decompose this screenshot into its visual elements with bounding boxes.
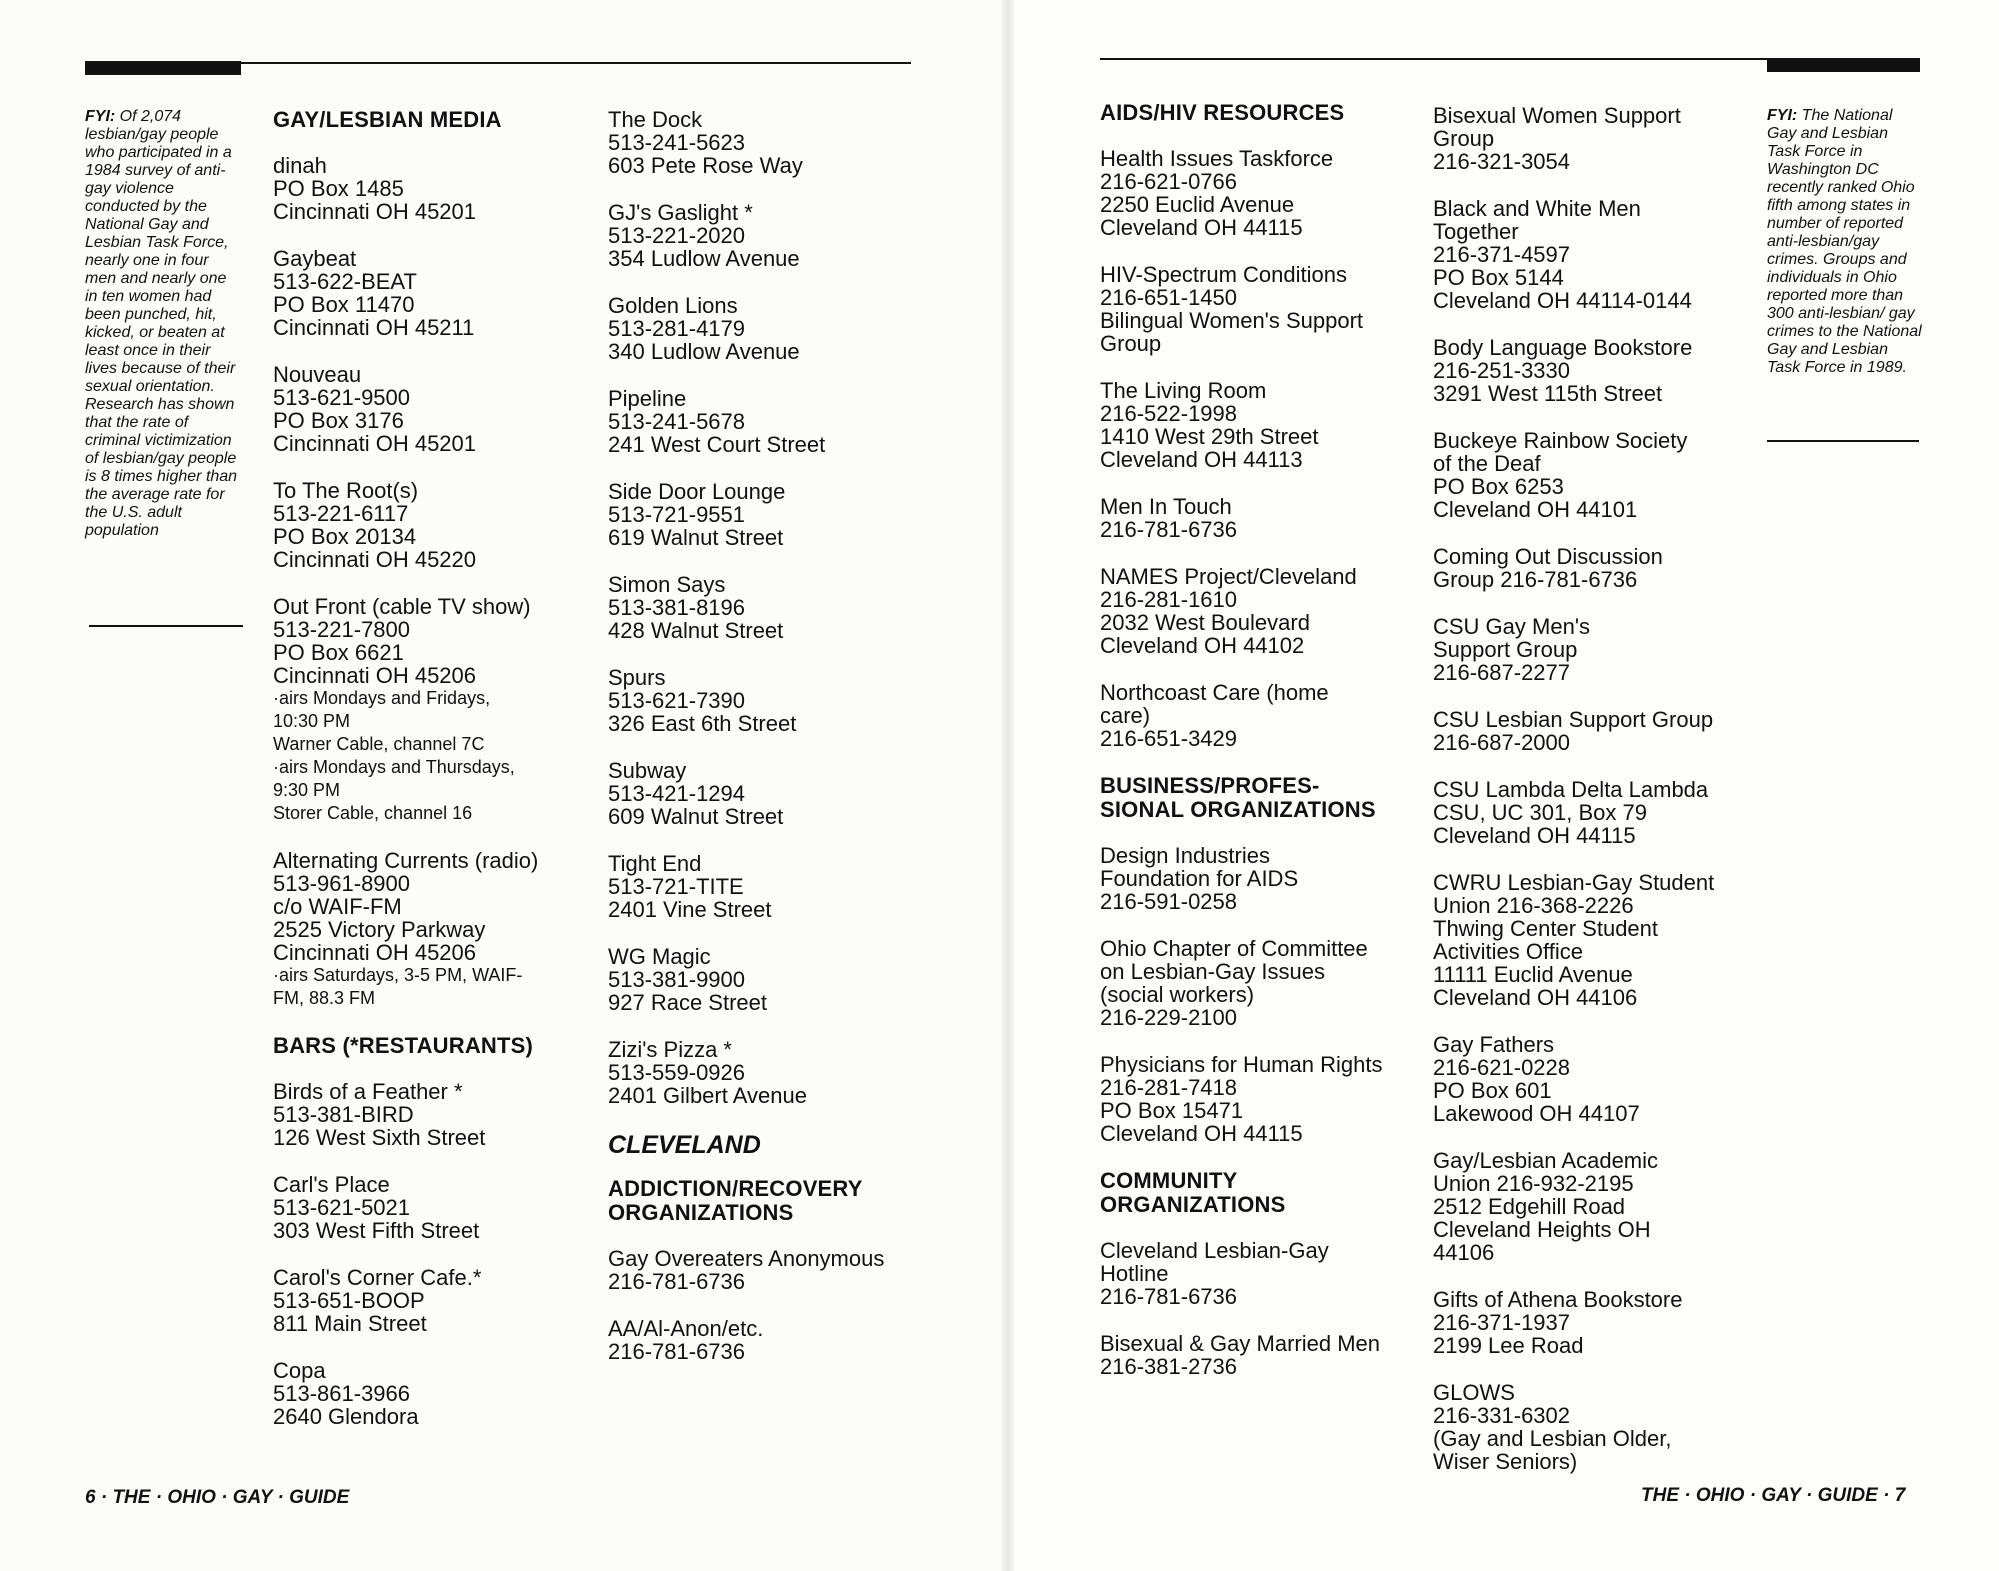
listing-line: 126 West Sixth Street [273,1125,486,1150]
listing-line: Design Industries [1100,843,1270,868]
right-fyi-sidebar [1767,107,1922,377]
listing-line: 216-687-2277 [1433,660,1571,685]
listing-line: of the Deaf [1433,451,1541,476]
listing-line: 513-241-5623 [608,130,746,155]
listing-line: 513-621-7390 [608,688,746,713]
listing-line: WG Magic [608,944,711,969]
book-spine [1002,0,1014,1571]
listing-line: 216-687-2000 [1433,730,1571,755]
listing-line: Golden Lions [608,293,738,318]
listing-line: CSU Lesbian Support Group [1433,707,1714,732]
listing-note: ·airs Mondays and Fridays, [273,688,491,708]
listing-line: 811 Main Street [273,1311,427,1336]
listing-entry [1433,778,1753,847]
listing-line: 216-651-3429 [1100,726,1238,751]
right-fyi-text: The National Gay and Lesbian Task Force in Washington DC recently ranked Ohio fifth among states in number of reported anti-lesbian/gay crimes. Groups and individuals in Ohio reported more than 300 anti-lesbian/ gay crimes to the National Gay and Lesbian Task Force in 1989. [1767,107,1922,376]
listing-note: ·airs Saturdays, 3-5 PM, WAIF- [273,965,523,985]
listing-entry [1433,871,1753,1009]
listing-line: 513-281-4179 [608,316,746,341]
listing-line: Carol's Corner Cafe.* [273,1265,482,1290]
listing-line: 216-321-3054 [1433,149,1571,174]
listing-line: 513-651-BOOP [273,1288,425,1313]
listing-line: Physicians for Human Rights [1100,1052,1383,1077]
listing-note: Warner Cable, channel 7C [273,734,485,754]
listing-line: Side Door Lounge [608,479,786,504]
listing-note: 10:30 PM [273,711,351,731]
listing-line: Union 216-368-2226 [1433,893,1634,918]
listing-entry [1100,263,1415,355]
right-top-thick-rule [1767,58,1920,72]
listing-entry [1433,104,1753,173]
listing-line: 216-781-6736 [608,1339,746,1364]
listing-entry [608,1038,928,1107]
listing-line: 513-721-9551 [608,502,746,527]
listing-line: 216-621-0766 [1100,169,1238,194]
listing-line: Cleveland OH 44101 [1433,497,1638,522]
listing-line: 609 Walnut Street [608,804,784,829]
listing-line: Cleveland OH 44114-0144 [1433,288,1692,313]
listing-line: 513-221-2020 [608,223,746,248]
listing-line: Zizi's Pizza * [608,1037,732,1062]
listing-line: Group [1433,126,1495,151]
listing-line: Tight End [608,851,702,876]
listing-entry [1433,545,1753,591]
listing-line: Men In Touch [1100,494,1232,519]
left-fyi-text: Of 2,074 lesbian/gay people who participated in a 1984 survey of anti-gay violence conducted by the National Gay and Lesbian Task Force, nearly one in four men and nearly one in ten women had been punched, hit, kicked, or beaten at least once in their lives because of their sexual orientation. Research has shown that the rate of criminal victimization of lesbian/gay people is 8 times higher than the average rate for the U.S. adult population [85,108,238,539]
listing-line: 2250 Euclid Avenue [1100,192,1295,217]
listing-line: PO Box 6621 [273,640,404,665]
listing-line: 2525 Victory Parkway [273,917,486,942]
listing-entry [608,480,928,549]
right-column-2 [1433,104,1753,1497]
listing-line: 603 Pete Rose Way [608,153,803,178]
listing-line: 2401 Gilbert Avenue [608,1083,807,1108]
listing-line: Birds of a Feather * [273,1079,463,1104]
listing-line: 216-781-6736 [1100,517,1238,542]
listing-line: Nouveau [273,362,362,387]
listing-line: PO Box 11470 [273,292,415,317]
listing-line: 216-781-6736 [1100,1284,1238,1309]
listing-entry [608,108,928,177]
listing-line: 216-781-6736 [608,1269,746,1294]
listing-entry [273,1173,583,1242]
listing-line: Cincinnati OH 45211 [273,315,475,340]
listing-line: 216-371-1937 [1433,1310,1571,1335]
listing-line: Lakewood OH 44107 [1433,1101,1640,1126]
listing-line: dinah [273,153,327,178]
listing-line: Coming Out Discussion [1433,544,1663,569]
listing-note: Storer Cable, channel 16 [273,803,473,823]
listing-line: 303 West Fifth Street [273,1218,480,1243]
listing-entry [1433,1288,1753,1357]
left-fyi-separator [89,625,243,627]
listing-entry [608,852,928,921]
listing-line: Activities Office [1433,939,1583,964]
listing-line: 216-591-0258 [1100,889,1238,914]
listing-line: CSU Lambda Delta Lambda [1433,777,1709,802]
listing-line: 513-621-5021 [273,1195,411,1220]
listing-line: 513-622-BEAT [273,269,417,294]
listing-line: Bisexual & Gay Married Men [1100,1331,1380,1356]
listing-entry [1100,147,1415,239]
listing-entry [608,1317,928,1363]
listing-line: Cleveland OH 44113 [1100,447,1303,472]
listing-line: Subway [608,758,687,783]
listing-line: 216-522-1998 [1100,401,1238,426]
listing-line: 428 Walnut Street [608,618,784,643]
listing-line: c/o WAIF-FM [273,894,402,919]
listing-line: 927 Race Street [608,990,767,1015]
listing-line: Cleveland OH 44102 [1100,633,1305,658]
listing-line: Bilingual Women's Support [1100,308,1364,333]
listing-line: To The Root(s) [273,478,419,503]
listing-line: 354 Ludlow Avenue [608,246,800,271]
listing-note: 9:30 PM [273,780,341,800]
listing-line: NAMES Project/Cleveland [1100,564,1357,589]
listing-entry [273,1266,583,1335]
listing-line: 2032 West Boulevard [1100,610,1310,635]
listing-line: Health Issues Taskforce [1100,146,1334,171]
listing-line: 216-651-1450 [1100,285,1238,310]
section-heading-business: BUSINESS/PROFES-SIONAL ORGANIZATIONS [1100,773,1376,822]
listing-entry [608,1247,928,1293]
listing-line: CWRU Lesbian-Gay Student [1433,870,1715,895]
listing-entry [608,945,928,1014]
listing-line: Group 216-781-6736 [1433,567,1638,592]
listing-line: Thwing Center Student [1433,916,1659,941]
listing-line: 216-381-2736 [1100,1354,1238,1379]
listing-line: Cincinnati OH 45206 [273,940,477,965]
listing-line: Buckeye Rainbow Society [1433,428,1688,453]
listing-entry [608,573,928,642]
listing-line: 241 West Court Street [608,432,826,457]
listing-entry [273,154,583,223]
listing-line: GJ's Gaslight * [608,200,753,225]
listing-line: Gay Fathers [1433,1032,1555,1057]
listing-line: 513-961-8900 [273,871,411,896]
listing-entry [1433,197,1753,312]
listing-entry [608,201,928,270]
listing-line: PO Box 1485 [273,176,404,201]
listing-line: Alternating Currents (radio) [273,848,539,873]
listing-line: Gay Overeaters Anonymous [608,1246,885,1271]
listing-line: PO Box 601 [1433,1078,1552,1103]
listing-entry [1100,1332,1415,1378]
listing-entry [273,849,583,1010]
listing-line: 216-281-7418 [1100,1075,1238,1100]
listing-line: Hotline [1100,1261,1169,1286]
listing-entry [1433,1033,1753,1125]
listing-line: Group [1100,331,1162,356]
listing-line: Cleveland Lesbian-Gay [1100,1238,1329,1263]
listing-entry [608,387,928,456]
listing-line: CSU Gay Men's [1433,614,1591,639]
listing-line: 513-221-6117 [273,501,409,526]
listing-line: 44106 [1433,1240,1495,1265]
listing-line: 216-281-1610 [1100,587,1238,612]
listing-line: 513-241-5678 [608,409,746,434]
left-top-rule [85,62,911,64]
listing-line: Simon Says [608,572,726,597]
listing-line: Bisexual Women Support [1433,103,1681,128]
listing-entry [1433,708,1753,754]
listing-line: Gay/Lesbian Academic [1433,1148,1659,1173]
listing-line: (social workers) [1100,982,1255,1007]
listing-line: 513-381-9900 [608,967,746,992]
listing-line: 513-421-1294 [608,781,746,806]
listing-entry [273,1080,583,1149]
listing-line: Northcoast Care (home [1100,680,1329,705]
city-heading-cleveland: CLEVELAND [608,1131,761,1159]
listing-line: Gifts of Athena Bookstore [1433,1287,1683,1312]
listing-line: Pipeline [608,386,687,411]
section-heading-media: GAY/LESBIAN MEDIA [273,107,502,132]
listing-line: 2512 Edgehill Road [1433,1194,1626,1219]
listing-line: Out Front (cable TV show) [273,594,531,619]
listing-line: 513-381-8196 [608,595,746,620]
listing-line: Cleveland OH 44115 [1100,215,1303,240]
left-fyi-sidebar [85,108,243,540]
listing-entry [608,666,928,735]
listing-line: PO Box 20134 [273,524,417,549]
listing-line: Cleveland OH 44115 [1433,823,1636,848]
section-heading-bars: BARS (*RESTAURANTS) [273,1033,534,1058]
listing-entry [1100,1053,1415,1145]
listing-line: Copa [273,1358,326,1383]
listing-line: 216-251-3330 [1433,358,1571,383]
listing-entry [1433,1149,1753,1264]
listing-line: Gaybeat [273,246,357,271]
listing-entry [273,479,583,571]
listing-note: FM, 88.3 FM [273,988,376,1008]
listing-line: care) [1100,703,1151,728]
left-fyi-label: FYI: [85,108,116,125]
listing-entry [1100,1239,1415,1308]
listing-line: 1410 West 29th Street [1100,424,1319,449]
listing-entry [1433,429,1753,521]
listing-line: Cincinnati OH 45201 [273,199,477,224]
section-heading-aids: AIDS/HIV RESOURCES [1100,100,1345,125]
listing-line: Black and White Men [1433,196,1641,221]
listing-line: 216-229-2100 [1100,1005,1238,1030]
left-page-footer: 6 · THE · OHIO · GAY · GUIDE [85,1487,350,1508]
listing-note: ·airs Mondays and Thursdays, [273,757,515,777]
listing-line: 11111 Euclid Avenue [1433,962,1633,987]
listing-line: Cleveland Heights OH [1433,1217,1651,1242]
listing-line: on Lesbian-Gay Issues [1100,959,1326,984]
listing-line: 513-381-BIRD [273,1102,414,1127]
listing-line: Cleveland OH 44106 [1433,985,1638,1010]
listing-line: GLOWS [1433,1380,1515,1405]
listing-line: The Dock [608,107,703,132]
listing-line: 216-371-4597 [1433,242,1571,267]
listing-line: 2640 Glendora [273,1404,419,1429]
listing-entry [273,363,583,455]
listing-line: 513-221-7800 [273,617,411,642]
listing-entry [1433,1381,1753,1473]
left-column-2 [608,108,928,1387]
listing-entry [273,247,583,339]
listing-entry [1100,937,1415,1029]
right-fyi-label: FYI: [1767,107,1798,124]
listing-entry [1433,615,1753,684]
listing-line: The Living Room [1100,378,1267,403]
right-fyi-separator [1767,440,1919,442]
listing-line: Spurs [608,665,666,690]
listing-line: 216-621-0228 [1433,1055,1571,1080]
listing-line: Wiser Seniors) [1433,1449,1578,1474]
listing-line: Carl's Place [273,1172,390,1197]
listing-line: Ohio Chapter of Committee [1100,936,1368,961]
listing-line: 513-621-9500 [273,385,411,410]
listing-line: Cleveland OH 44115 [1100,1121,1303,1146]
left-column-1 [273,108,583,1452]
listing-line: 513-721-TITE [608,874,744,899]
listing-line: 2401 Vine Street [608,897,772,922]
listing-line: 216-331-6302 [1433,1403,1571,1428]
listing-line: Union 216-932-2195 [1433,1171,1634,1196]
section-heading-addiction: ADDICTION/RECOVERY ORGANIZATIONS [608,1176,863,1225]
listing-entry [273,595,583,825]
listing-entry [1433,336,1753,405]
right-column-1 [1100,101,1415,1402]
listing-entry [1100,379,1415,471]
listing-line: PO Box 15471 [1100,1098,1244,1123]
listing-line: Support Group [1433,637,1578,662]
listing-line: Cincinnati OH 45220 [273,547,477,572]
listing-line: Cincinnati OH 45201 [273,431,477,456]
listing-line: 326 East 6th Street [608,711,797,736]
listing-line: Foundation for AIDS [1100,866,1299,891]
listing-entry [608,294,928,363]
listing-entry [608,759,928,828]
listing-entry [1100,844,1415,913]
right-page-footer: THE · OHIO · GAY · GUIDE · 7 [1641,1485,1906,1506]
listing-entry [1100,495,1415,541]
listing-line: Together [1433,219,1519,244]
listing-line: PO Box 5144 [1433,265,1564,290]
listing-line: AA/Al-Anon/etc. [608,1316,764,1341]
listing-line: CSU, UC 301, Box 79 [1433,800,1647,825]
listing-entry [1100,565,1415,657]
listing-line: 3291 West 115th Street [1433,381,1663,406]
listing-line: HIV-Spectrum Conditions [1100,262,1347,287]
listing-line: 513-861-3966 [273,1381,411,1406]
listing-line: Cincinnati OH 45206 [273,663,477,688]
listing-line: (Gay and Lesbian Older, [1433,1426,1672,1451]
listing-line: PO Box 3176 [273,408,404,433]
listing-line: 513-559-0926 [608,1060,746,1085]
section-heading-community: COMMUNITY ORGANIZATIONS [1100,1168,1286,1217]
listing-line: 340 Ludlow Avenue [608,339,800,364]
listing-line: 619 Walnut Street [608,525,784,550]
listing-line: PO Box 6253 [1433,474,1564,499]
listing-line: Body Language Bookstore [1433,335,1693,360]
listing-line: 2199 Lee Road [1433,1333,1584,1358]
listing-entry [1100,681,1415,750]
listing-entry [273,1359,583,1428]
